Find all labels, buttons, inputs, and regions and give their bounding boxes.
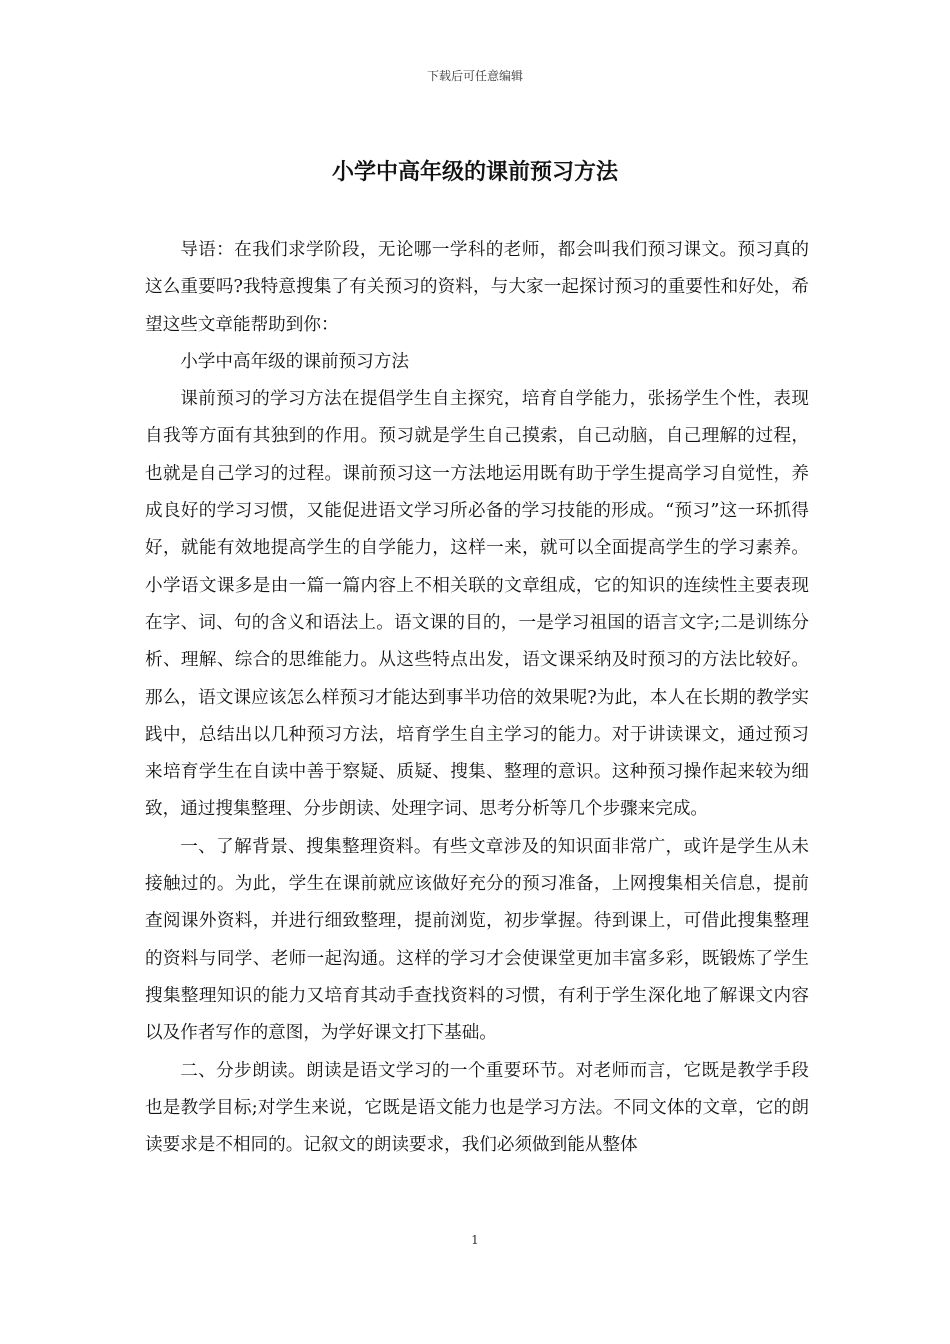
paragraph-main: 课前预习的学习方法在提倡学生自主探究，培育自学能力，张扬学生个性，表现自我等方面有其独到的作用。预习就是学生自己摸索，自己动脑，自己理解的过程，也就是自己学习的过程。课前预习这一方法地运用既有助于学生提高学习自觉性，养成良好的学习习惯，又能促进语文学习所必备的学习技能的形成。“预习”这一环抓得好，就能有效地提高学生的自学能力，这样一来，就可以全面提高学生的学习素养。小学语文课多是由一篇一篇内容上不相关联的文章组成，它的知识的连续性主要表现在字、词、句的含义和语法上。语文课的目的，一是学习祖国的语言文字;二是训练分析、理解、综合的思维能力。从这些特点出发，语文课采纳及时预习的方法比较好。那么，语文课应该怎么样预习才能达到事半功倍的效果呢?为此，本人在长期的教学实践中，总结出以几种预习方法，培育学生自主学习的能力。对于讲读课文，通过预习来培育学生在自读中善于察疑、质疑、搜集、整理的意识。这种预习操作起来较为细致，通过搜集整理、分步朗读、处理字词、思考分析等几个步骤来完成。 <box>145 389 809 820</box>
paragraph-step-one: 一、了解背景、搜集整理资料。有些文章涉及的知识面非常广，或许是学生从未接触过的。为此，学生在课前就应该做好充分的预习准备，上网搜集相关信息，提前查阅课外资料，并进行细致整理，提前浏览，初步掌握。待到课上，可借此搜集整理的资料与同学、老师一起沟通。这样的学习才会使课堂更加丰富多彩，既锻炼了学生搜集整理知识的能力又培育其动手查找资料的习惯，有利于学生深化地了解课文内容以及作者写作的意图，为学好课文打下基础。 <box>145 836 809 1044</box>
paragraph-intro: 导语：在我们求学阶段，无论哪一学科的老师，都会叫我们预习课文。预习真的这么重要吗?我特意搜集了有关预习的资料，与大家一起探讨预习的重要性和好处，希望这些文章能帮助到你： <box>145 240 809 335</box>
document-body <box>145 232 809 1164</box>
paragraph-subtitle: 小学中高年级的课前预习方法 <box>180 351 409 372</box>
page-number: 1 <box>471 1233 479 1247</box>
document-title: 小学中高年级的课前预习方法 <box>331 159 618 185</box>
page-header-note: 下载后可任意编辑 <box>426 69 523 83</box>
paragraph-step-two: 二、分步朗读。朗读是语文学习的一个重要环节。对老师而言，它既是教学手段也是教学目标;对学生来说，它既是语文能力也是学习方法。不同文体的文章，它的朗读要求是不相同的。记叙文的朗读要求，我们必须做到能从整体 <box>145 1060 809 1156</box>
